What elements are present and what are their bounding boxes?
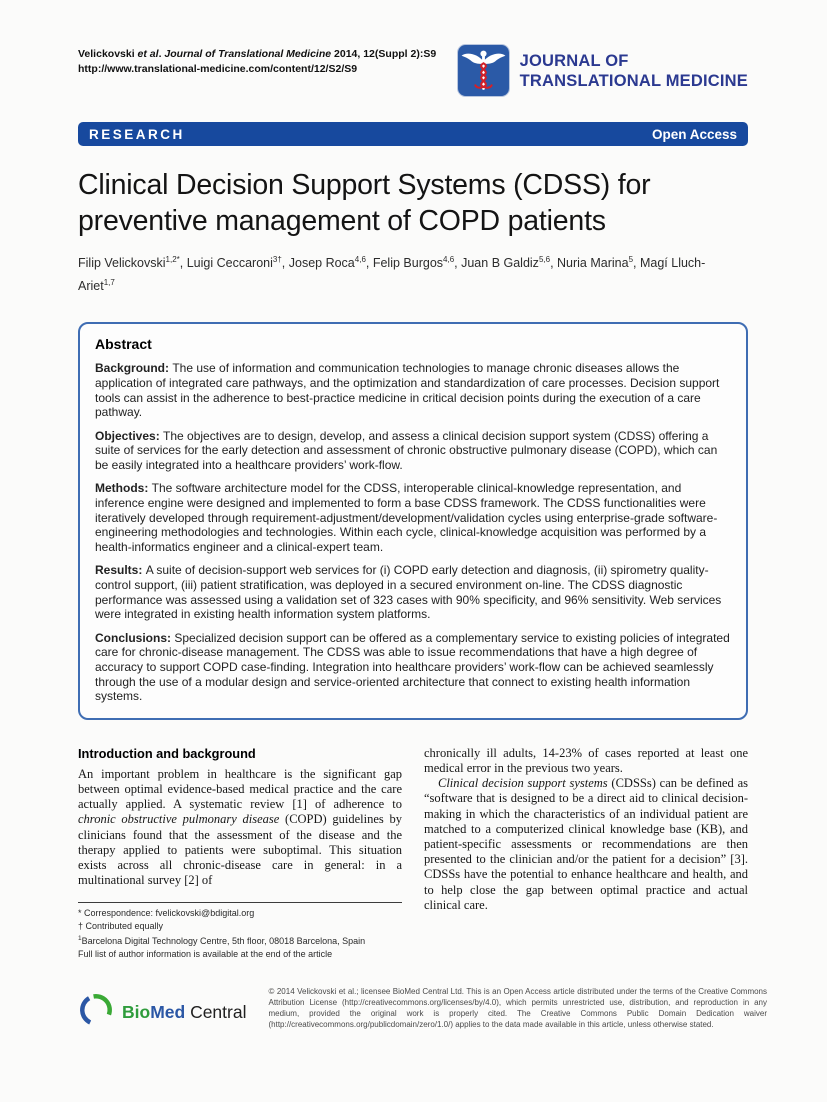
footnote-line: Full list of author information is available at the end of the article	[78, 948, 333, 959]
abstract-paragraph: Methods: The software architecture model for the CDSS, interoperable clinical-knowledge representation, and inference engine were designed and implemented to form a base CDSS framework. The CDSS functionalities were iteratively developed through requirement-adjustment/development/validation cycles using enterprise-grade software-engineering methodologies and technologies. Within each cycle, clinical-knowledge acquisition was performed by a health-informatics engineer and a clinical-expert team.	[95, 481, 718, 554]
article-type-label: RESEARCH	[89, 126, 185, 142]
journal-name	[520, 51, 748, 91]
footnote-lines	[78, 907, 402, 960]
footnote-line: * Correspondence: fvelickovski@bdigital.org	[78, 908, 255, 919]
citation-block	[78, 44, 436, 76]
body-paragraph-left: An important problem in healthcare is the significant gap between optimal evidence-based medical practice and the care actually applied. A systematic review [1] of adherence to chronic obstructive pulmonary disease (COPD) guidelines by clinicians found that the assessment of the disease and the therapy applied to patients were suboptimal. This situation exists across all chronic-disease care in general: in a multinational survey [2] of	[78, 766, 402, 888]
abstract-paragraph: Conclusions: Specialized decision support can be offered as a complementary service to existing policies of integrated care for chronic-disease management. The CDSS was able to issue recommendations that have a high degree of accuracy to support COPD case-finding. Integration into healthcare providers’ work-flow can be achieved seamlessly through the use of a modular design and service-oriented architecture that connect to existing health information systems.	[95, 630, 730, 704]
article-title	[78, 167, 748, 239]
abstract-paragraph: Results: A suite of decision-support web services for (i) COPD early detection and diagnosis, (ii) spirometry quality-control support, (iii) patient stratification, was deployed in a secured environment on-line. The CDSS diagnostic performance was assessed using a validation set of 323 cases with 90% specificity, and 96% sensitivity. Web services were integrated in existing health information system platforms.	[95, 563, 722, 622]
journal-name-line1: JOURNAL OF	[519, 51, 629, 70]
article-title-line1: Clinical Decision Support Systems (CDSS) for	[78, 169, 651, 201]
footnotes-block	[78, 902, 402, 960]
citation-url: http://www.translational-medicine.com/content/12/S2/S9	[78, 62, 358, 75]
page-header	[78, 44, 748, 97]
section-heading: Introduction and background	[78, 745, 256, 761]
footnote-line: $^1$Barcelona Digital Technology Centre, 5th floor, 08018 Barcelona, Spain	[78, 935, 366, 946]
abstract-box	[78, 322, 748, 719]
article-type-banner	[78, 122, 748, 146]
abstract-paragraph: Objectives: The objectives are to design, develop, and assess a clinical decision support system (CDSS) offering a suite of services for the early detection and assessment of chronic obstructive pulmonary disease (COPD), which can be easily integrated into a healthcare providers’ work-flow.	[95, 428, 718, 472]
abstract-paragraph: Background: The use of information and communication technologies to manage chronic diseases allows the application of integrated care pathways, and the optimization and standardization of care processes. Decision support tools can assist in the adherence to best-practice medicine in critical decision points during the execution of a care pathway.	[95, 361, 720, 420]
biomed-central-logo	[78, 986, 246, 1033]
open-access-label: Open Access	[651, 126, 737, 142]
biomed-central-ring-icon	[78, 992, 114, 1033]
page-footer	[78, 986, 767, 1033]
abstract-heading: Abstract	[95, 336, 152, 353]
caduceus-icon	[457, 44, 510, 97]
author-list: Filip Velickovski$^{1,2*}$, Luigi Ceccaroni$^{3\dagger}$, Josep Roca$^{4,6}$, Felip Burgos$^{4,6}$, Juan B Galdiz$^{5,6}$, Nuria Marina$^5$, Magí Lluch-Ariet$^{1,7}$	[78, 255, 706, 294]
citation-line: Velickovski et al. Journal of Translational Medicine 2014, 12(Suppl 2):S9	[78, 48, 437, 60]
body-paragraph-right-1: chronically ill adults, 14-23% of cases reported at least one medical error in the previous two years.	[424, 745, 748, 775]
abstract-sections	[95, 361, 731, 703]
copyright-text: © 2014 Velickovski et al.; licensee BioMed Central Ltd. This is an Open Access article distributed under the terms of the Creative Commons Attribution License (http://creativecommons.org/licenses/by/4.0), which permits unrestricted use, distribution, and reproduction in any medium, provided the original work is properly cited. The Creative Commons Public Domain Dedication waiver (http://creativecommons.org/publicdomain/zero/1.0/) applies to the data made available in this article, unless otherwise stated.	[268, 987, 767, 1029]
body-paragraph-right-2: Clinical decision support systems (CDSSs) can be defined as “software that is designed to be a direct aid to clinical decision-making in which the characteristics of an individual patient are matched to a computerized clinical knowledge base (KB), and patient-specific assessments or recommendations are then presented to the clinician and/or the patient for a decision” [3]. CDSSs have the potential to enhance healthcare and health, and to help close the gap between optimal practice and actual clinical care.	[424, 776, 748, 912]
body-columns	[78, 746, 748, 961]
biomed-central-wordmark: BioMed Central	[122, 1002, 247, 1022]
footnote-line: † Contributed equally	[78, 921, 164, 932]
article-title-line2: preventive management of COPD patients	[78, 205, 606, 237]
right-column	[424, 746, 748, 961]
journal-brand	[457, 44, 748, 97]
left-column	[78, 746, 402, 961]
journal-name-line2: TRANSLATIONAL MEDICINE	[519, 71, 748, 90]
